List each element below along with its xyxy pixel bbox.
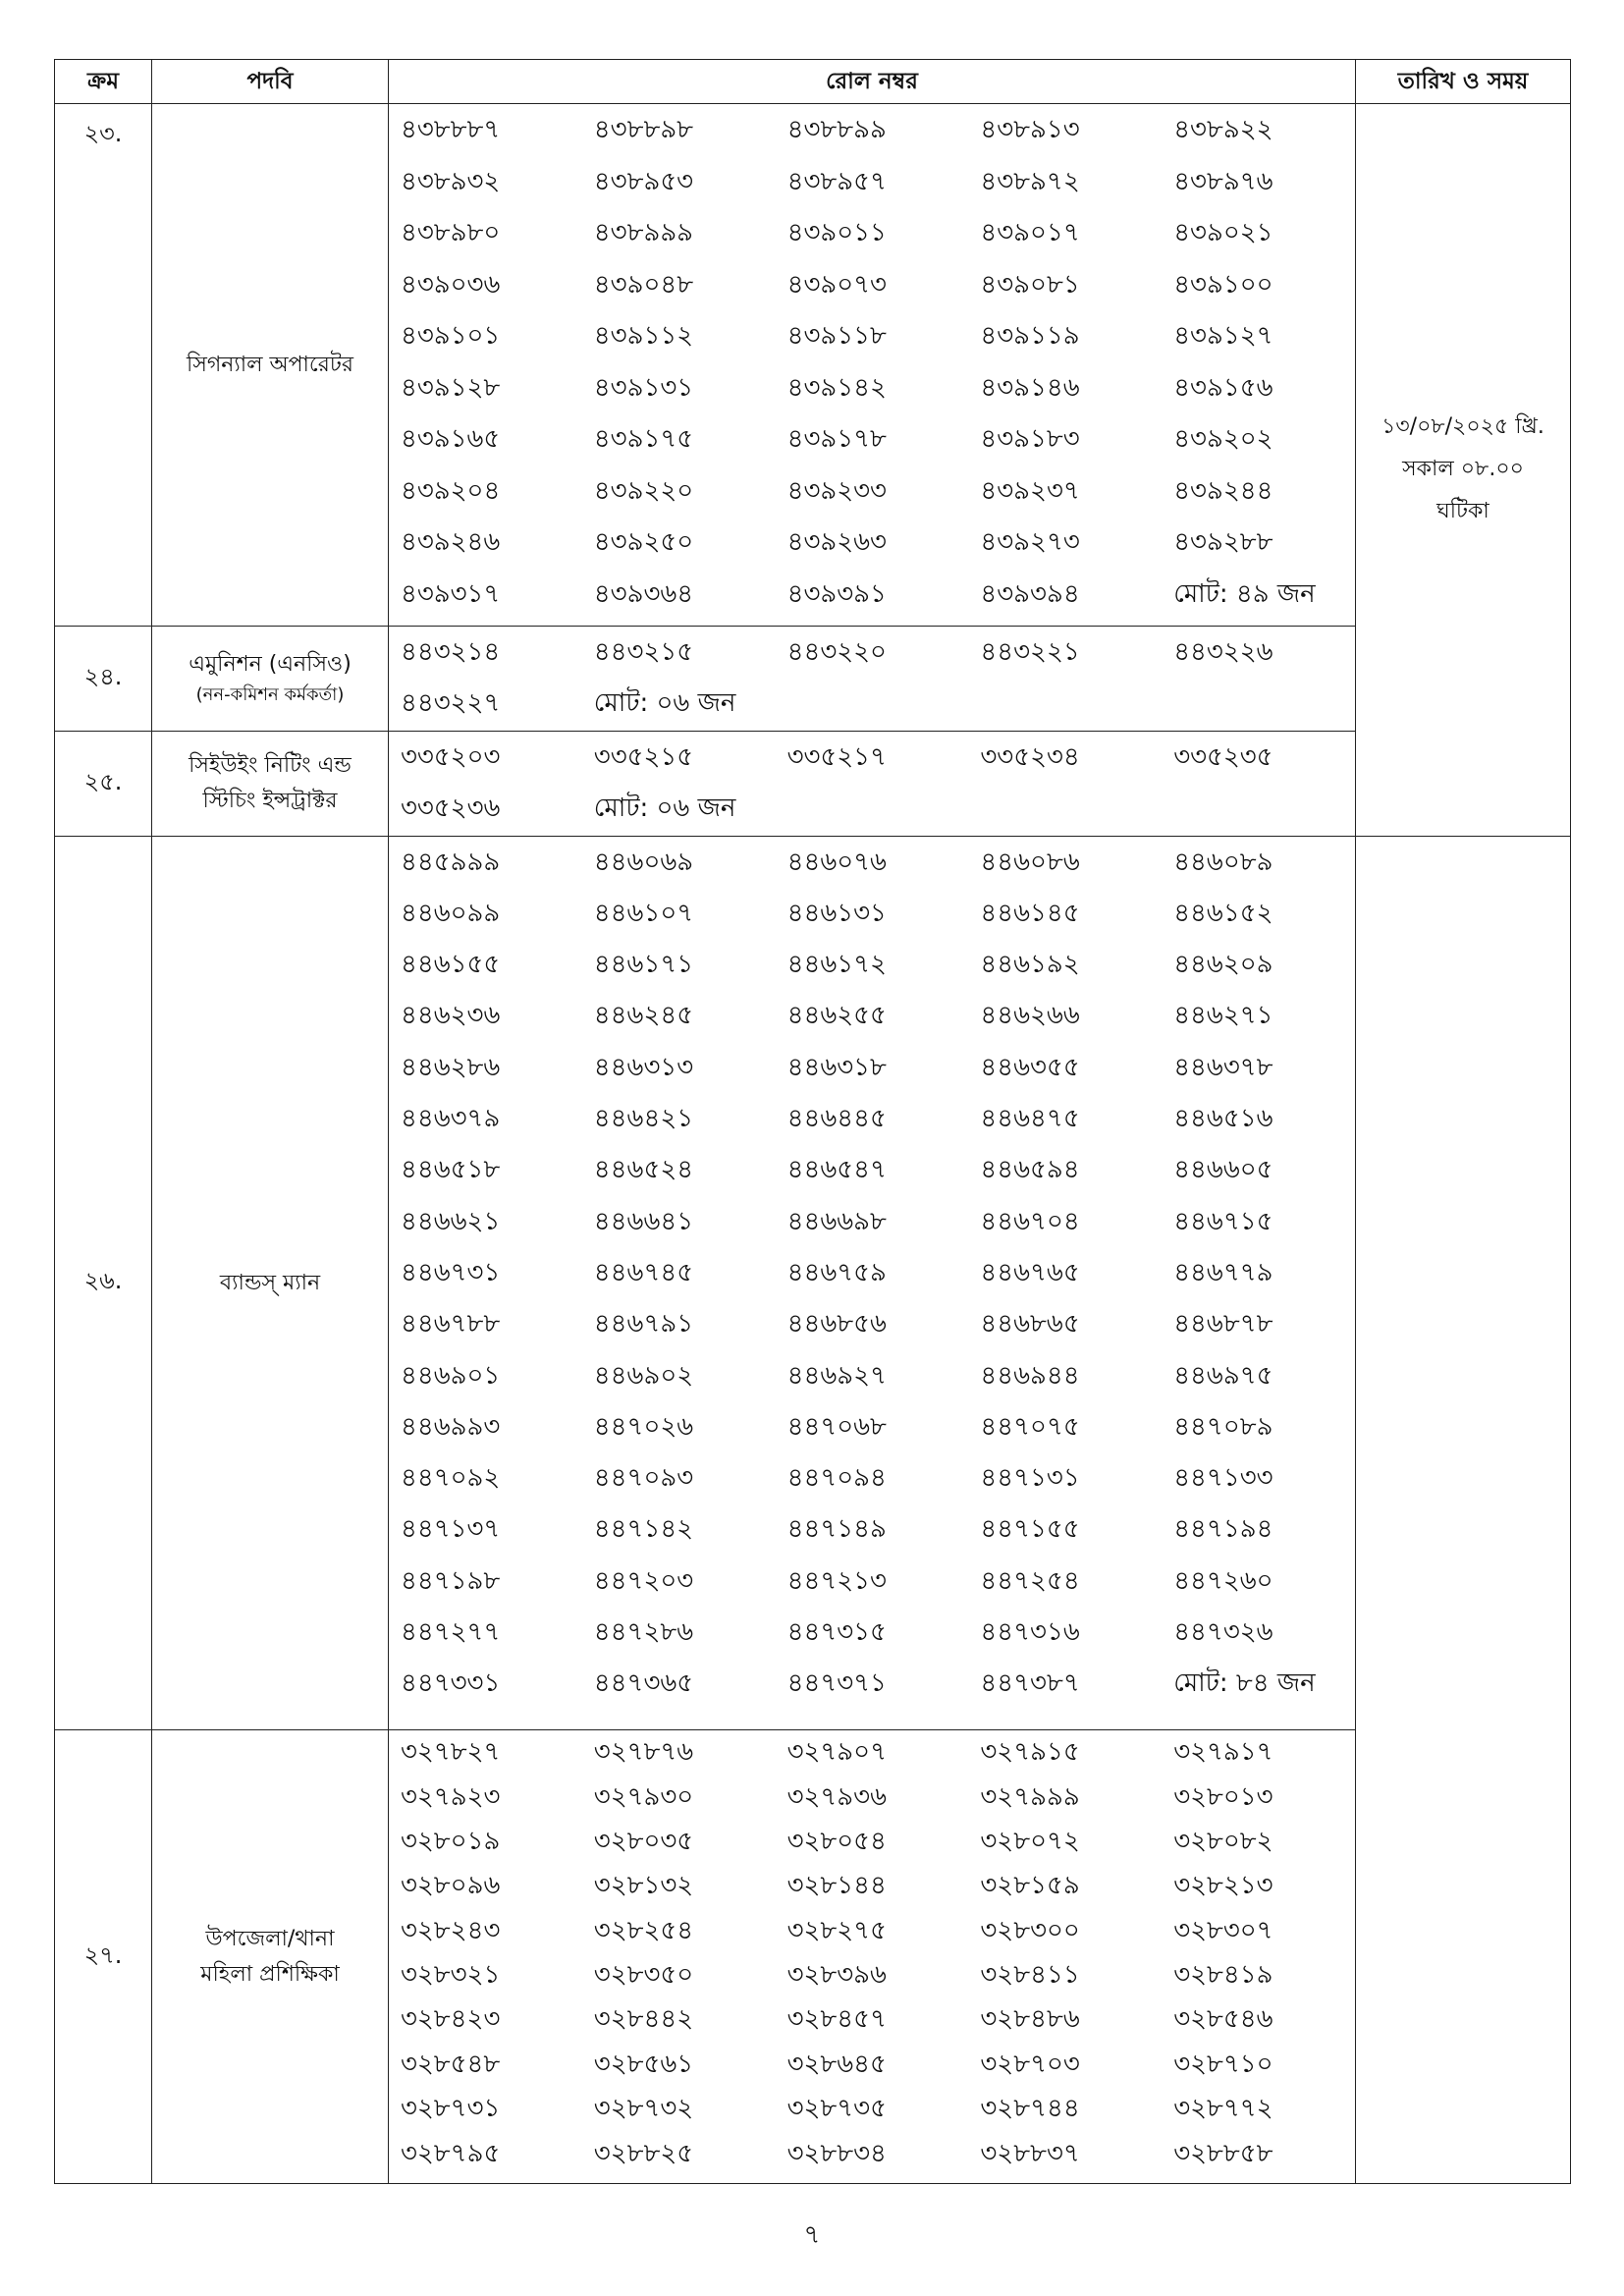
group-row-26 xyxy=(55,836,1571,1730)
roll-number: ৪৩৯১৪৬ xyxy=(980,372,1080,403)
roll-number: ৪৪৭১৪২ xyxy=(593,1514,694,1545)
roll-number: ৪৪৬০৭৬ xyxy=(786,847,887,877)
roll-number: ৪৪৬০৮৯ xyxy=(1173,847,1273,877)
roll-number: ৩২৮২৫৪ xyxy=(593,1915,694,1945)
roll-number: ৪৩৮৮৯৮ xyxy=(593,115,694,145)
roll-number: ৪৪৬৮৬৫ xyxy=(980,1309,1080,1339)
roll-row xyxy=(389,104,1355,156)
roll-cell xyxy=(389,626,1356,731)
roll-number: ৪৪৬১৫২ xyxy=(1173,898,1273,928)
roll-number: ৩২৮২১৩ xyxy=(1173,1871,1273,1901)
roll-number: ৪৪৭৩৮৭ xyxy=(980,1668,1080,1699)
roll-number: ৪৪৬৭৮৮ xyxy=(401,1309,501,1339)
roll-number: ৩২৮১৪৪ xyxy=(786,1871,887,1901)
serial-cell: ২৬. xyxy=(55,836,152,1730)
roll-row xyxy=(389,1042,1355,1093)
roll-number: ৪৩৯২৬৩ xyxy=(786,527,887,558)
roll-row xyxy=(389,1452,1355,1503)
roll-number: ৪৩৮৮৮৭ xyxy=(401,115,501,145)
roll-number: ৩২৭৯৩০ xyxy=(593,1781,694,1812)
group-row-23 xyxy=(55,104,1571,626)
exam-date: ১৩/০৮/২০২৫ খ্রি. xyxy=(1381,414,1544,440)
roll-number: ৩২৮০৫৪ xyxy=(786,1826,887,1856)
roll-number: ৪৩৯১১৮ xyxy=(786,321,887,352)
roll-number: ৪৪৭১৯৪ xyxy=(1173,1514,1273,1545)
roll-number: ৪৪৭২৫৪ xyxy=(980,1565,1080,1596)
roll-number: ৪৪৬৪৭৫ xyxy=(980,1104,1080,1134)
roll-number: ৩২৭৯৩৬ xyxy=(786,1781,887,1812)
roll-number: ৪৪৬৩১৩ xyxy=(593,1052,694,1082)
roll-number: ৪৪৭১৩৭ xyxy=(401,1514,501,1545)
exam-time: সকাল ০৮.০০ xyxy=(1402,457,1524,482)
post-name: সিগন্যাল অপারেটর xyxy=(187,352,353,377)
roll-row xyxy=(389,837,1355,888)
roll-number: ৪৪৭২১৩ xyxy=(786,1565,887,1596)
roll-row xyxy=(389,1658,1355,1709)
roll-number: ৪৪৬১৭১ xyxy=(593,950,694,980)
roll-number: ৪৪৬৩১৮ xyxy=(786,1052,887,1082)
roll-number: ৪৪৬৯৭৫ xyxy=(1173,1360,1273,1391)
roll-number: ৪৪৬৩৭৮ xyxy=(1173,1052,1273,1082)
roll-number: ৪৩৯৩৯৪ xyxy=(980,578,1080,609)
roll-table xyxy=(54,59,1571,2184)
total-count: মোট: ৪৯ জন xyxy=(1173,578,1316,609)
roll-number: ৩২৮০৯৬ xyxy=(401,1871,501,1901)
roll-number: ৪৪৬১৯২ xyxy=(980,950,1080,980)
roll-number: ৪৪৬৯০১ xyxy=(401,1360,501,1391)
roll-number: ৪৪৬৬৯৮ xyxy=(786,1206,887,1236)
roll-cell xyxy=(389,104,1356,626)
roll-number: ৪৪৬১৪৫ xyxy=(980,898,1080,928)
roll-number: ৪৩৮৯৭২ xyxy=(980,166,1080,196)
roll-number: ৩২৭৯০৭ xyxy=(786,1737,887,1768)
roll-number: ৪৪৭৩২৬ xyxy=(1173,1617,1273,1647)
post-name-line-2: স্টিচিং ইন্সট্রাক্টর xyxy=(202,788,338,813)
roll-row xyxy=(389,1247,1355,1298)
roll-number: ৪৪৬৯৪৪ xyxy=(980,1360,1080,1391)
roll-row xyxy=(389,362,1355,414)
roll-row xyxy=(389,939,1355,990)
roll-number: ৪৩৯১১২ xyxy=(593,321,694,352)
post-name-line-1: সিইউইং নিটিং এন্ড xyxy=(189,753,352,779)
roll-number: ৪৪৬৬৪১ xyxy=(593,1206,694,1236)
roll-number: ৪৩৯২৪৪ xyxy=(1173,475,1273,506)
roll-number: ৩২৮৪৫৭ xyxy=(786,2004,887,2035)
roll-number: ৪৪৬০৯৯ xyxy=(401,898,501,928)
roll-number: ৩২৮৬৪৫ xyxy=(786,2049,887,2079)
roll-number: ৪৪৭০২৬ xyxy=(593,1411,694,1442)
group-row-25 xyxy=(55,731,1571,836)
roll-number: ৩২৮২৪৩ xyxy=(401,1915,501,1945)
roll-number: ৪৪৬৯৯৩ xyxy=(401,1411,501,1442)
roll-number: ৪৪৬৯০২ xyxy=(593,1360,694,1391)
roll-number: ৩৩৫২১৭ xyxy=(786,741,887,772)
roll-number: ৪৪৬১৩১ xyxy=(786,898,887,928)
roll-number: ৪৪৬২৩৬ xyxy=(401,1001,501,1031)
roll-number: ৪৪৬৭৬৫ xyxy=(980,1257,1080,1287)
post-cell xyxy=(152,1730,389,2184)
roll-row xyxy=(389,2087,1355,2131)
roll-number: ৪৩৯২৩৭ xyxy=(980,475,1080,506)
roll-row xyxy=(389,678,1355,729)
roll-number: ৪৩৯০৮১ xyxy=(980,269,1080,300)
roll-number: ৪৪৬২৫৫ xyxy=(786,1001,887,1031)
roll-number: ৪৪৭২৬০ xyxy=(1173,1565,1273,1596)
roll-row xyxy=(389,1607,1355,1658)
roll-number: ৪৩৯২২০ xyxy=(593,475,694,506)
roll-row xyxy=(389,990,1355,1041)
roll-number: ৪৩৮৯২২ xyxy=(1173,115,1273,145)
roll-number: ৩২৮৩২১ xyxy=(401,1960,501,1991)
roll-number: ৩২৮৮২৫ xyxy=(593,2138,694,2168)
roll-number: ৩২৮০৭২ xyxy=(980,1826,1080,1856)
total-count: মোট: ০৬ জন xyxy=(593,687,736,718)
roll-number: ৪৪৬৩৭৯ xyxy=(401,1104,501,1134)
roll-number: ৩২৮১৫৯ xyxy=(980,1871,1080,1901)
roll-row xyxy=(389,2132,1355,2176)
roll-number: ৪৪৭০৯৪ xyxy=(786,1463,887,1494)
empty-datetime-cell xyxy=(1356,836,1571,2183)
roll-number: ৩২৮৪১৯ xyxy=(1173,1960,1273,1991)
post-cell xyxy=(152,836,389,1730)
total-count: মোট: ০৬ জন xyxy=(593,793,736,823)
total-count: মোট: ৮৪ জন xyxy=(1173,1668,1316,1699)
exam-datetime-cell xyxy=(1356,104,1571,836)
post-cell xyxy=(152,626,389,731)
serial-cell: ২৭. xyxy=(55,1730,152,2184)
roll-number: ৩২৮৮৩৭ xyxy=(980,2138,1080,2168)
roll-number: ৪৩৯২৮৮ xyxy=(1173,527,1273,558)
roll-number: ৩২৮২৭৫ xyxy=(786,1915,887,1945)
serial-cell: ২৫. xyxy=(55,731,152,836)
roll-number: ৩২৮৭৯৫ xyxy=(401,2138,501,2168)
roll-number: ৩২৮৪২৩ xyxy=(401,2004,501,2035)
roll-number: ৪৩৯০৩৬ xyxy=(401,269,501,300)
roll-number: ৪৪৬১০৭ xyxy=(593,898,694,928)
roll-number: ৩২৮৭০৩ xyxy=(980,2049,1080,2079)
roll-row xyxy=(389,1556,1355,1607)
post-name: এমুনিশন (এনসিও) xyxy=(189,651,352,677)
group-row-24 xyxy=(55,626,1571,731)
roll-number: ৪৪৬০৬৯ xyxy=(593,847,694,877)
roll-number: ৪৪৭১৩৩ xyxy=(1173,1463,1273,1494)
roll-number: ৪৩৮৯১৩ xyxy=(980,115,1080,145)
roll-row xyxy=(389,2043,1355,2087)
roll-cell xyxy=(389,836,1356,1730)
roll-number: ৩২৭৯১৫ xyxy=(980,1737,1080,1768)
roll-number: ৪৪৭১৪৯ xyxy=(786,1514,887,1545)
roll-number: ৩২৮৭৩১ xyxy=(401,2094,501,2124)
roll-row xyxy=(389,888,1355,939)
roll-number: ৪৪৬২০৯ xyxy=(1173,950,1273,980)
roll-row xyxy=(389,465,1355,518)
roll-row xyxy=(389,156,1355,208)
roll-number: ৪৪৬১৭২ xyxy=(786,950,887,980)
roll-number: ৪৪৭৩৭১ xyxy=(786,1668,887,1699)
roll-number: ৪৩৯০৭৩ xyxy=(786,269,887,300)
roll-number: ৩২৮৫৪৮ xyxy=(401,2049,501,2079)
roll-row xyxy=(389,732,1355,783)
roll-number: ৩৩৫২১৫ xyxy=(593,741,694,772)
roll-number: ৪৩৯২৪৬ xyxy=(401,527,501,558)
roll-number: ৪৪৬৩৫৫ xyxy=(980,1052,1080,1082)
roll-number: ৪৩৯২০২ xyxy=(1173,424,1273,455)
roll-row xyxy=(389,1298,1355,1349)
roll-number: ৪৪৭২৮৬ xyxy=(593,1617,694,1647)
header-serial: ক্রম xyxy=(55,60,152,104)
roll-number: ৪৪৬৭৩১ xyxy=(401,1257,501,1287)
roll-number: ৩২৮৮৩৪ xyxy=(786,2138,887,2168)
roll-number: ৪৩৯৩৬৪ xyxy=(593,578,694,609)
roll-number: ৩২৭৮২৭ xyxy=(401,1737,501,1768)
roll-number: ৪৩৯০৪৮ xyxy=(593,269,694,300)
exam-time-suffix: ঘটিকা xyxy=(1436,498,1489,523)
roll-number: ৪৩৮৯৫৩ xyxy=(593,166,694,196)
roll-number: ৪৪৬৯২৭ xyxy=(786,1360,887,1391)
roll-number: ৩২৭৮৭৬ xyxy=(593,1737,694,1768)
roll-number: ৪৪৬৭৭৯ xyxy=(1173,1257,1273,1287)
roll-number: ৩২৮৫৪৬ xyxy=(1173,2004,1273,2035)
roll-row xyxy=(389,310,1355,362)
roll-number: ৪৩৯১৮৩ xyxy=(980,424,1080,455)
roll-number: ৩২৮৭৭২ xyxy=(1173,2094,1273,2124)
roll-number: ৪৪৬২৪৫ xyxy=(593,1001,694,1031)
roll-number: ৩২৭৯১৭ xyxy=(1173,1737,1273,1768)
roll-row xyxy=(389,1776,1355,1820)
roll-number: ৪৪৬৫১৬ xyxy=(1173,1104,1273,1134)
post-name-line-2: মহিলা প্রশিক্ষিকা xyxy=(200,1961,340,1987)
roll-number: ৪৩৯২০৪ xyxy=(401,475,501,506)
roll-row xyxy=(389,1350,1355,1401)
roll-number: ৪৪৬২৬৬ xyxy=(980,1001,1080,1031)
roll-number: ৪৪৭০৮৯ xyxy=(1173,1411,1273,1442)
roll-number: ৩২৮০১৯ xyxy=(401,1826,501,1856)
roll-number: ৪৪৬৭১৫ xyxy=(1173,1206,1273,1236)
roll-number: ৪৩৯২৭৩ xyxy=(980,527,1080,558)
roll-number: ৪৪৬২৭১ xyxy=(1173,1001,1273,1031)
roll-number: ৩২৮০৩৫ xyxy=(593,1826,694,1856)
roll-number: ৪৪৭১৩১ xyxy=(980,1463,1080,1494)
roll-number: ৩২৮৫৬১ xyxy=(593,2049,694,2079)
roll-number: ৪৩৯১২৮ xyxy=(401,372,501,403)
roll-row xyxy=(389,1909,1355,1953)
roll-number: ৪৪৩২১৪ xyxy=(401,636,501,667)
roll-number: ৪৪৭০৯৩ xyxy=(593,1463,694,1494)
roll-number: ৩২৮৩৯৬ xyxy=(786,1960,887,1991)
roll-number: ৪৪৭২৭৭ xyxy=(401,1617,501,1647)
header-datetime: তারিখ ও সময় xyxy=(1356,60,1571,104)
roll-number: ৩২৮৩০৭ xyxy=(1173,1915,1273,1945)
roll-number: ৪৪৬১৫৫ xyxy=(401,950,501,980)
roll-number: ৩২৮৭৩৫ xyxy=(786,2094,887,2124)
roll-number: ৪৪৬৫৯৪ xyxy=(980,1155,1080,1185)
serial-cell: ২৪. xyxy=(55,626,152,731)
roll-number: ৩২৮৪৮৬ xyxy=(980,2004,1080,2035)
roll-number: ৪৪৩২২০ xyxy=(786,636,887,667)
roll-number xyxy=(776,678,969,729)
roll-number: ৪৪৩২২১ xyxy=(980,636,1080,667)
roll-number: ৪৪৬৭০৪ xyxy=(980,1206,1080,1236)
roll-number: ৪৩৯১৭৫ xyxy=(593,424,694,455)
roll-number: ৪৪৫৯৯৯ xyxy=(401,847,501,877)
post-cell xyxy=(152,731,389,836)
roll-row xyxy=(389,1093,1355,1144)
roll-row xyxy=(389,413,1355,465)
roll-row xyxy=(389,1864,1355,1908)
roll-number: ৩২৮৭৪৪ xyxy=(980,2094,1080,2124)
roll-number: ৩২৮৪৪২ xyxy=(593,2004,694,2035)
roll-number: ৪৪৩২২৬ xyxy=(1173,636,1273,667)
roll-number: ৪৪৬৮৭৮ xyxy=(1173,1309,1273,1339)
roll-number: ৪৩৯১৪২ xyxy=(786,372,887,403)
roll-number: ৪৪৭০৭৫ xyxy=(980,1411,1080,1442)
roll-number: ৪৩৯২৩৩ xyxy=(786,475,887,506)
roll-number: ৪৩৯০১১ xyxy=(786,218,887,248)
roll-number: ৪৩৯১৭৮ xyxy=(786,424,887,455)
roll-row xyxy=(389,1503,1355,1555)
roll-number: ৪৩৮৯৩২ xyxy=(401,166,501,196)
post-cell xyxy=(152,104,389,626)
roll-number: ৩২৮৩৫০ xyxy=(593,1960,694,1991)
roll-row xyxy=(389,1820,1355,1864)
roll-number: ৩২৮৮৫৮ xyxy=(1173,2138,1273,2168)
roll-number: ৪৩৯৩৯১ xyxy=(786,578,887,609)
roll-number: ৪৪৬৪৪৫ xyxy=(786,1104,887,1134)
post-name-line-1: উপজেলা/থানা xyxy=(205,1927,335,1952)
roll-cell xyxy=(389,1730,1356,2184)
roll-number: ৩২৮০৮২ xyxy=(1173,1826,1273,1856)
roll-number: ৩২৭৯৯৯ xyxy=(980,1781,1080,1812)
roll-number: ৪৪৬৬০৫ xyxy=(1173,1155,1273,1185)
roll-row xyxy=(389,517,1355,569)
roll-number: ৩২৮৪১১ xyxy=(980,1960,1080,1991)
roll-number: ৩২৭৯২৩ xyxy=(401,1781,501,1812)
roll-number: ৪৪৭০৬৮ xyxy=(786,1411,887,1442)
roll-row xyxy=(389,627,1355,678)
roll-row xyxy=(389,259,1355,311)
roll-number xyxy=(968,678,1162,729)
roll-number: ৪৪৭০৯২ xyxy=(401,1463,501,1494)
roll-number: ৩৩৫২৩৪ xyxy=(980,741,1080,772)
roll-number: ৪৪৬৫২৪ xyxy=(593,1155,694,1185)
post-subtitle: (নন-কমিশন কর্মকর্তা) xyxy=(195,683,345,705)
roll-number: ৪৩৯০২১ xyxy=(1173,218,1273,248)
roll-number: ৪৩৯১৬৫ xyxy=(401,424,501,455)
header-row xyxy=(55,60,1571,104)
roll-row xyxy=(389,1144,1355,1195)
roll-cell xyxy=(389,731,1356,836)
roll-number: ৩২৮০১৩ xyxy=(1173,1781,1273,1812)
roll-number: ৪৪৭৩৬৫ xyxy=(593,1668,694,1699)
roll-number: ৪৩৯০১৭ xyxy=(980,218,1080,248)
header-roll: রোল নম্বর xyxy=(389,60,1356,104)
roll-number: ৪৩৯২৫০ xyxy=(593,527,694,558)
roll-row xyxy=(389,783,1355,834)
roll-number: ৪৪৩২১৫ xyxy=(593,636,694,667)
roll-number: ৪৩৮৯৫৭ xyxy=(786,166,887,196)
roll-number: ৪৩৯১০১ xyxy=(401,321,501,352)
roll-number: ৪৩৮৯৯৯ xyxy=(593,218,694,248)
roll-number: ৪৩৯১১৯ xyxy=(980,321,1080,352)
roll-row xyxy=(389,569,1355,621)
roll-number: ৪৩৮৯৭৬ xyxy=(1173,166,1273,196)
roll-number: ৪৩৯১৩১ xyxy=(593,372,694,403)
roll-number: ৪৪৬৫১৮ xyxy=(401,1155,501,1185)
roll-number: ৪৪৬৪২১ xyxy=(593,1104,694,1134)
roll-number: ৩২৮৭৩২ xyxy=(593,2094,694,2124)
roll-row xyxy=(389,1953,1355,1997)
roll-number: ৩৩৫২৩৬ xyxy=(401,793,501,823)
roll-number: ৩২৮১৩২ xyxy=(593,1871,694,1901)
roll-number: ৪৪৭৩১৫ xyxy=(786,1617,887,1647)
roll-number: ৩৩৫২০৩ xyxy=(401,741,501,772)
roll-number: ৪৪৭২০৩ xyxy=(593,1565,694,1596)
roll-number: ৪৪৭৩১৬ xyxy=(980,1617,1080,1647)
roll-number xyxy=(968,783,1162,834)
roll-number xyxy=(776,783,969,834)
roll-number: ৪৪৬৭৫৯ xyxy=(786,1257,887,1287)
roll-number: ৪৪৩২২৭ xyxy=(401,687,501,718)
roll-row xyxy=(389,1401,1355,1452)
roll-number: ৩৩৫২৩৫ xyxy=(1173,741,1273,772)
roll-number: ৪৪৬২৮৬ xyxy=(401,1052,501,1082)
roll-row xyxy=(389,1997,1355,2042)
roll-number: ৪৪৬৮৫৬ xyxy=(786,1309,887,1339)
roll-number: ৪৩৮৮৯৯ xyxy=(786,115,887,145)
roll-number: ৪৪৬৭৯১ xyxy=(593,1309,694,1339)
roll-row xyxy=(389,207,1355,259)
serial-cell: ২৩. xyxy=(55,104,152,626)
roll-number: ৪৩৯১০০ xyxy=(1173,269,1273,300)
roll-number: ৪৪৭৩৩১ xyxy=(401,1668,501,1699)
roll-number: ৪৪৭১৫৫ xyxy=(980,1514,1080,1545)
page-number: ৭ xyxy=(803,2220,821,2250)
roll-number: ৪৩৮৯৮০ xyxy=(401,218,501,248)
roll-number: ৪৩৯১২৭ xyxy=(1173,321,1273,352)
roll-number xyxy=(1162,783,1355,834)
roll-row xyxy=(389,1730,1355,1775)
roll-number: ৪৪৬০৮৬ xyxy=(980,847,1080,877)
group-row-27 xyxy=(55,1730,1571,2184)
roll-number: ৩২৮৭১০ xyxy=(1173,2049,1273,2079)
roll-number: ৪৩৯৩১৭ xyxy=(401,578,501,609)
roll-number: ৪৪৬৫৪৭ xyxy=(786,1155,887,1185)
roll-number: ৪৪৬৬২১ xyxy=(401,1206,501,1236)
post-name: ব্যান্ডস্ ম্যান xyxy=(219,1270,321,1295)
header-post: পদবি xyxy=(152,60,389,104)
roll-number: ৪৩৯১৫৬ xyxy=(1173,372,1273,403)
roll-number: ৪৪৬৭৪৫ xyxy=(593,1257,694,1287)
roll-number: ৩২৮৩০০ xyxy=(980,1915,1080,1945)
roll-row xyxy=(389,1196,1355,1247)
roll-number: ৪৪৭১৯৮ xyxy=(401,1565,501,1596)
roll-number xyxy=(1162,678,1355,729)
